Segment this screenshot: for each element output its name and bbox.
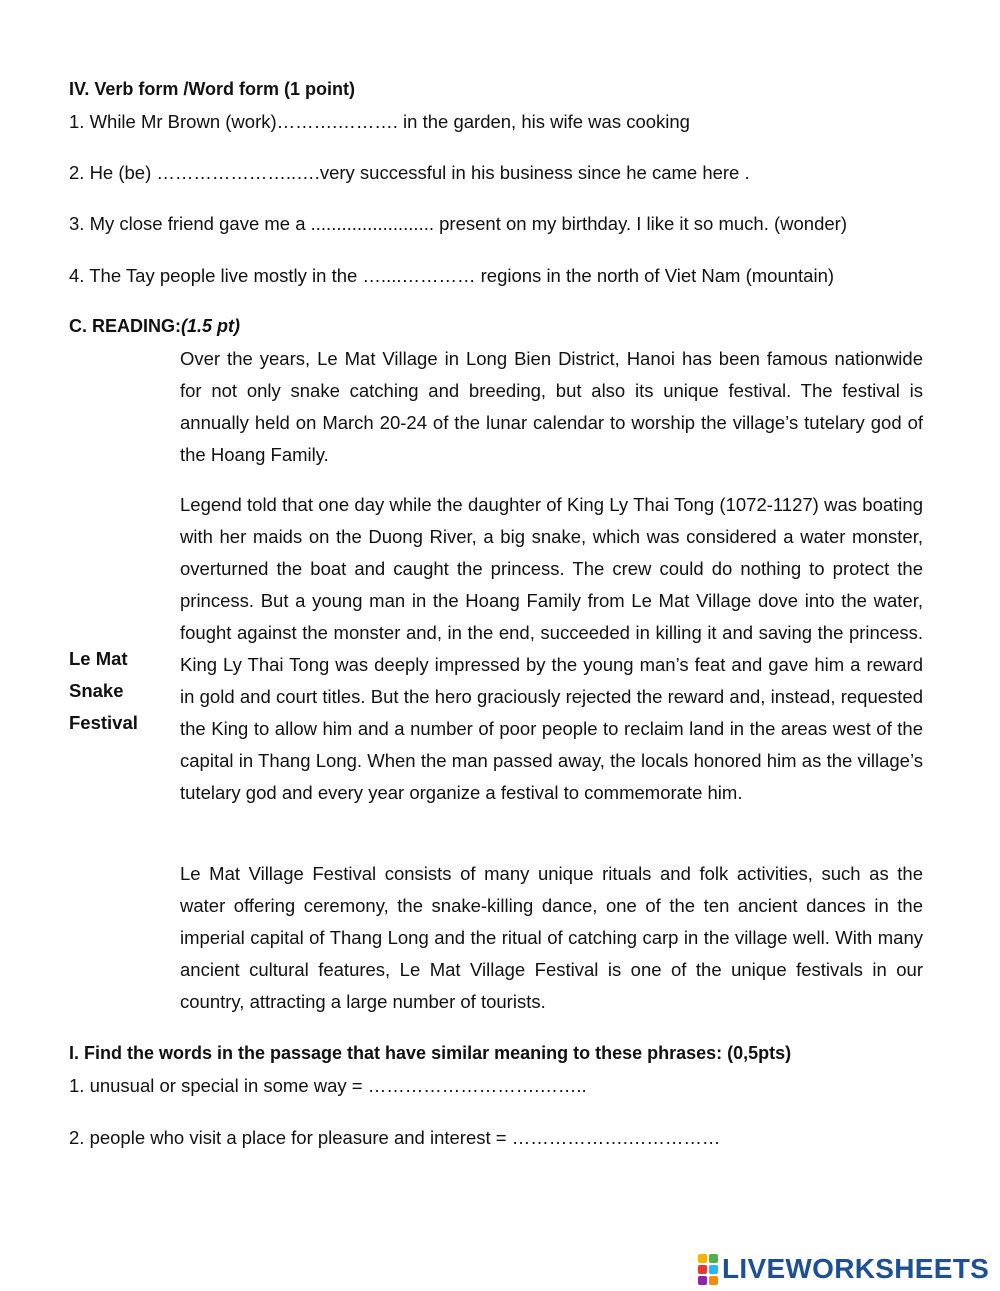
passage-paragraph-3: Le Mat Village Festival consists of many unique rituals and folk activities, such as the water offering ceremony, the snake-killing dance, one of the ten ancient dances in the imperial capital of Thang Long and the ritual of catching carp in the village well. With many ancient cultural features, Le Mat Village Festival is one of the unique festivals in our country, attracting a large number of tourists. — [180, 863, 923, 1012]
passage-paragraph-2: Legend told that one day while the daughter of King Ly Thai Tong (1072-1127) was boating with her maids on the Duong River, a big snake, which was considered a water monster, overturned the boat and caught the princess. The crew could do nothing to protect the princess. But a young man in the Hoang Family from Le Mat Village dove into the water, fought against the monster and, in the end, succeeded in killing it and saving the princess. King Ly Thai Tong was deeply impressed by the young man’s feat and gave him a reward in gold and court titles. But the hero graciously rejected the reward and, instead, requested the King to allow him and a number of poor people to reclaim land in the areas west of the capital in Thang Long. When the man passed away, the locals honored him as the village’s tutelary god and every year organize a festival to commemorate him. — [180, 494, 923, 803]
liveworksheets-logo — [698, 1253, 989, 1285]
find-words-item-1: 1. unusual or special in some way = ……………………….…….. — [69, 1075, 587, 1096]
reading-points: (1.5 pt) — [181, 316, 241, 336]
passage-paragraph-1: Over the years, Le Mat Village in Long Bien District, Hanoi has been famous nationwide for not only snake catching and breeding, but also its unique festival. The festival is annually held on March 20-24 of the lunar calendar to worship the village’s tutelary god of the Hoang Family. — [180, 348, 923, 465]
find-words-title: I. Find the words in the passage that have similar meaning to these phrases: (0,5pts) — [69, 1043, 792, 1063]
find-words-item-2: 2. people who visit a place for pleasure and interest = ……………….…………… — [69, 1127, 721, 1148]
verb-form-item-3: 3. My close friend gave me a ........................ present on my birthday. I like it so much. (wonder) — [69, 213, 847, 234]
reading-title — [69, 316, 240, 337]
passage-side-title — [69, 643, 138, 739]
verb-form-item-2: 2. He (be) …………………..….very successful in his business since he came here . — [69, 162, 750, 183]
verb-form-item-4: 4. The Tay people live mostly in the …....………… regions in the north of Viet Nam (mountain) — [69, 265, 835, 286]
logo-text: LIVEWORKSHEETS — [722, 1253, 990, 1284]
section-iv-title: IV. Verb form /Word form (1 point) — [69, 79, 356, 99]
side-title-line-2: Snake — [69, 680, 124, 701]
logo-blocks-icon — [698, 1254, 718, 1285]
side-title-line-3: Festival — [69, 712, 138, 733]
verb-form-item-1: 1. While Mr Brown (work)……….………. in the garden, his wife was cooking — [69, 111, 690, 132]
side-title-line-1: Le Mat — [69, 648, 128, 669]
reading-title-label: C. READING: — [69, 316, 181, 336]
